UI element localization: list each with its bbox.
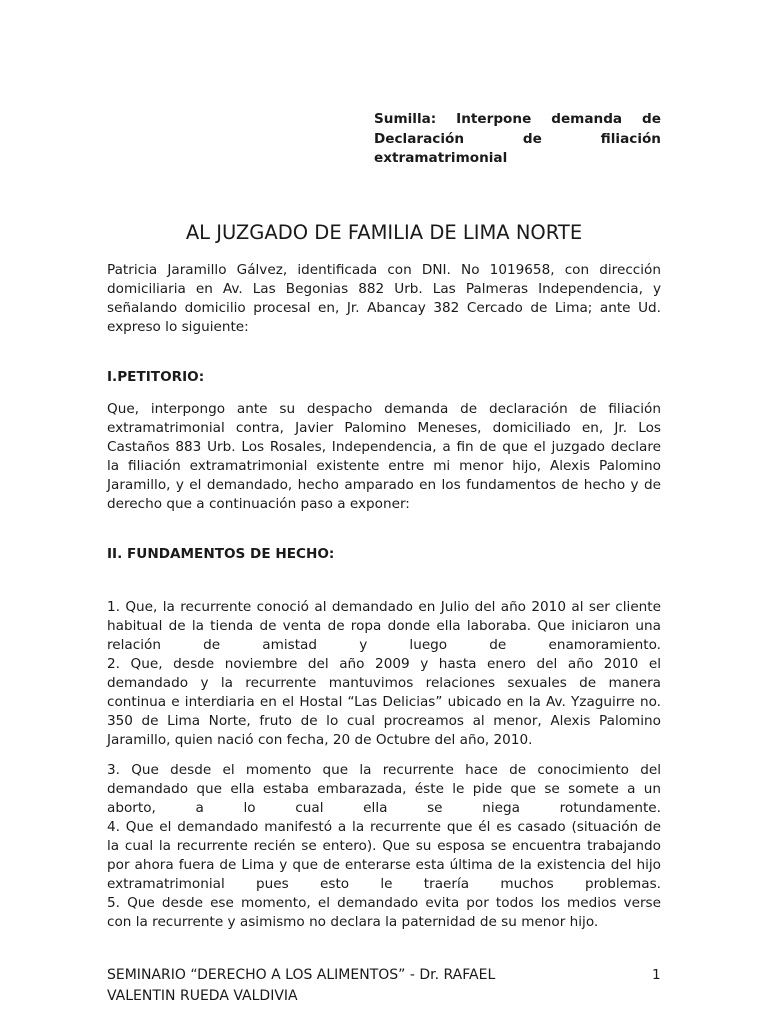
- fundamentos-line: habitual de la tienda de venta de ropa donde ella laboraba. Que iniciaron una: [107, 618, 661, 634]
- footer-line: SEMINARIO “DERECHO A LOS ALIMENTOS” - Dr. RAFAEL: [107, 967, 496, 983]
- footer-line: VALENTIN RUEDA VALDIVIA: [107, 988, 298, 1004]
- fundamentos-block-2: [107, 761, 661, 932]
- petitorio-line: extramatrimonial contra, Javier Palomino Meneses, domiciliado en, Jr. Los: [107, 420, 661, 436]
- fundamentos-block-1: [107, 598, 661, 750]
- intro-line: señalando domicilio procesal en, Jr. Abancay 382 Cercado de Lima; ante Ud.: [107, 300, 661, 316]
- fundamentos-line: la cual la recurrente recién se entero). Que su esposa se encuentra trabajando: [107, 838, 661, 854]
- petitorio-line: la filiación extramatrimonial existente entre mi menor hijo, Alexis Palomino: [107, 458, 661, 474]
- fundamentos-line: 1. Que, la recurrente conoció al demandado en Julio del año 2010 al ser cliente: [107, 599, 661, 615]
- fundamentos-line: 350 de Lima Norte, fruto de lo cual procreamos al menor, Alexis Palomino: [107, 713, 661, 729]
- intro-paragraph: [107, 261, 661, 337]
- fundamentos-line: aborto, a lo cual ella se niega rotundamente.: [107, 800, 661, 816]
- petitorio-paragraph: [107, 400, 661, 514]
- fundamentos-line: 2. Que, desde noviembre del año 2009 y hasta enero del año 2010 el: [107, 656, 661, 672]
- fundamentos-line: demandado que ella estaba embarazada, éste le pide que se somete a un: [107, 781, 661, 797]
- sumilla-line: Sumilla: Interpone demanda de: [374, 111, 661, 127]
- page-footer: [107, 965, 587, 1007]
- sumilla-line: Declaración de filiación: [374, 130, 661, 147]
- fundamentos-line: 5. Que desde ese momento, el demandado evita por todos los medios verse: [107, 895, 661, 911]
- page-number: 1: [652, 967, 661, 983]
- fundamentos-line: con la recurrente y asimismo no declara la paternidad de su menor hijo.: [107, 914, 599, 930]
- intro-line: expreso lo siguiente:: [107, 319, 249, 335]
- fundamentos-heading: II. FUNDAMENTOS DE HECHO:: [107, 546, 335, 562]
- sumilla: [374, 110, 661, 169]
- sumilla-line: extramatrimonial: [374, 150, 508, 166]
- fundamentos-line: por ahora fuera de Lima y que de enterarse esta última de la existencia del hijo: [107, 857, 661, 873]
- fundamentos-line: extramatrimonial pues esto le traería muchos problemas.: [107, 876, 661, 892]
- petitorio-line: derecho que a continuación paso a exponer:: [107, 496, 410, 512]
- fundamentos-line: demandado y la recurrente mantuvimos relaciones sexuales de manera: [107, 675, 661, 691]
- intro-line: Patricia Jaramillo Gálvez, identificada con DNI. No 1019658, con dirección: [107, 262, 661, 278]
- document-title: AL JUZGADO DE FAMILIA DE LIMA NORTE: [185, 221, 583, 244]
- fundamentos-line: relación de amistad y luego de enamoramiento.: [107, 637, 661, 653]
- fundamentos-line: 3. Que desde el momento que la recurrente hace de conocimiento del: [107, 762, 661, 778]
- petitorio-line: Jaramillo, y el demandado, hecho amparado en los fundamentos de hecho y de: [107, 477, 661, 493]
- fundamentos-line: 4. Que el demandado manifestó a la recurrente que él es casado (situación de: [107, 819, 661, 835]
- petitorio-line: Que, interpongo ante su despacho demanda de declaración de filiación: [107, 401, 661, 417]
- fundamentos-line: Jaramillo, quien nació con fecha, 20 de Octubre del año, 2010.: [107, 732, 533, 748]
- petitorio-heading: I.PETITORIO:: [107, 369, 205, 385]
- intro-line: domiciliaria en Av. Las Begonias 882 Urb. Las Palmeras Independencia, y: [107, 281, 661, 297]
- fundamentos-line: continua e interdiaria en el Hostal “Las Delicias” ubicado en la Av. Yzaguirre no.: [107, 694, 661, 710]
- petitorio-line: Castaños 883 Urb. Los Rosales, Independencia, a fin de que el juzgado declare: [107, 439, 661, 455]
